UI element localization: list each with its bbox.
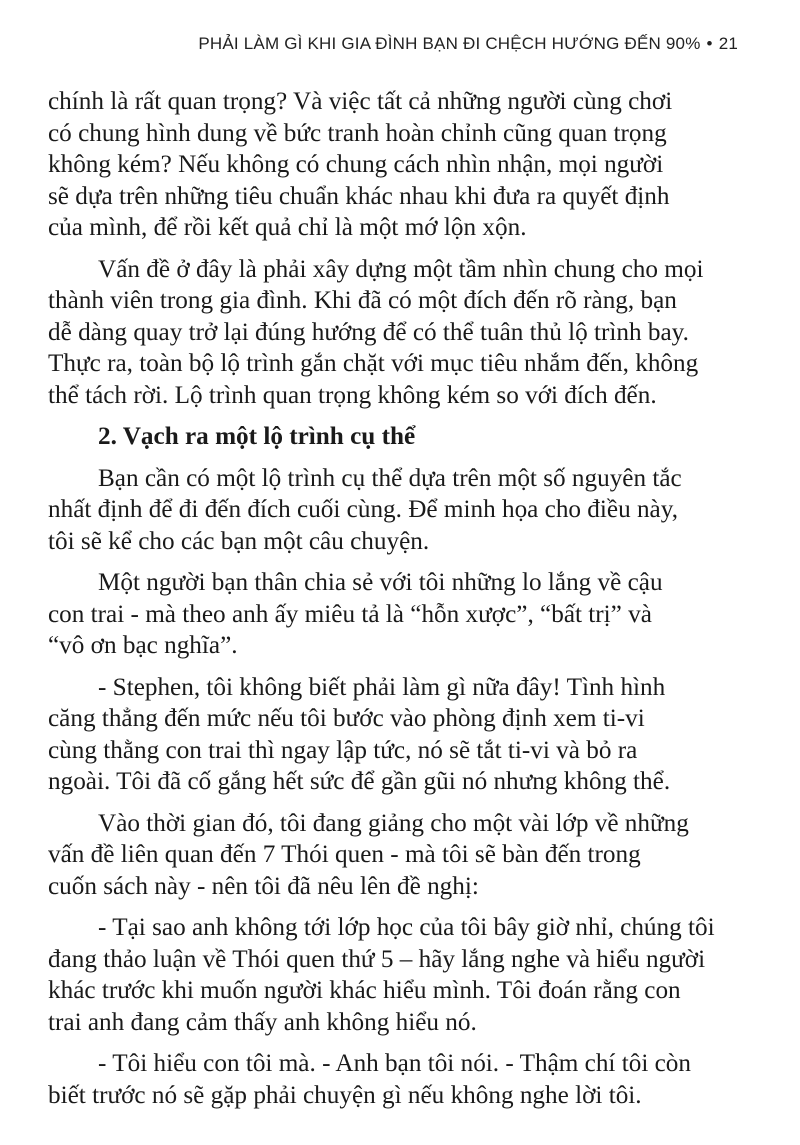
text-line: nhất định để đi đến đích cuối cùng. Để minh họa cho điều này, [48, 496, 678, 523]
text-line: cuốn sách này - nên tôi đã nêu lên đề nghị: [48, 872, 479, 900]
text-line: không kém? Nếu không có chung cách nhìn nhận, mọi người [48, 151, 664, 178]
text-line: Vấn đề ở đây là phải xây dựng một tầm nhìn chung cho mọi [98, 255, 704, 283]
text-line: Thực ra, toàn bộ lộ trình gắn chặt với mục tiêu nhắm đến, không [48, 350, 699, 377]
header-bullet: • [706, 34, 713, 53]
body-text [48, 86, 766, 1111]
paragraph [48, 672, 766, 798]
text-line: biết trước nó sẽ gặp phải chuyện gì nếu không nghe lời tôi. [48, 1081, 642, 1109]
text-line: Vào thời gian đó, tôi đang giảng cho một vài lớp về những [98, 809, 689, 837]
paragraph [48, 567, 766, 662]
text-line: - Stephen, tôi không biết phải làm gì nữa đây! Tình hình [98, 673, 666, 701]
paragraph [48, 254, 766, 412]
text-line: có chung hình dung về bức tranh hoàn chỉnh cũng quan trọng [48, 119, 667, 147]
text-line: Bạn cần có một lộ trình cụ thể dựa trên một số nguyên tắc [98, 464, 682, 492]
paragraph [48, 463, 766, 558]
text-line: cùng thằng con trai thì ngay lập tức, nó sẽ tắt ti-vi và bỏ ra [48, 736, 638, 764]
heading-text: 2. Vạch ra một lộ trình cụ thể [98, 423, 416, 450]
text-line: căng thẳng đến mức nếu tôi bước vào phòng định xem ti-vi [48, 705, 645, 732]
paragraph [48, 808, 766, 903]
text-line: con trai - mà theo anh ấy miêu tả là “hỗn xược”, “bất trị” và [48, 600, 652, 628]
text-line: dễ dàng quay trở lại đúng hướng để có thể tuân thủ lộ trình bay. [48, 318, 689, 346]
text-line: ngoài. Tôi đã cố gắng hết sức để gần gũi nó nhưng không thể. [48, 768, 671, 795]
text-line: Một người bạn thân chia sẻ với tôi những lo lắng về cậu [98, 569, 663, 596]
text-line: chính là rất quan trọng? Và việc tất cả những người cùng chơi [48, 88, 673, 115]
text-line: - Tôi hiểu con tôi mà. - Anh bạn tôi nói. - Thậm chí tôi còn [98, 1050, 691, 1077]
paragraph [48, 1048, 766, 1111]
text-line: của mình, để rồi kết quả chỉ là một mớ lộn xộn. [48, 214, 527, 241]
text-line: thể tách rời. Lộ trình quan trọng không kém so với đích đến. [48, 381, 657, 409]
text-line: “vô ơn bạc nghĩa”. [48, 632, 238, 659]
text-line: khác trước khi muốn người khác hiểu mình. Tôi đoán rằng con [48, 977, 681, 1004]
text-line: trai anh đang cảm thấy anh không hiểu nó. [48, 1008, 477, 1036]
paragraph [48, 86, 766, 244]
text-line: đang thảo luận về Thói quen thứ 5 – hãy lắng nghe và hiểu người [48, 945, 706, 973]
text-line: thành viên trong gia đình. Khi đã có một đích đến rõ ràng, bạn [48, 287, 677, 314]
chapter-title: PHẢI LÀM GÌ KHI GIA ĐÌNH BẠN ĐI CHỆCH HƯỚNG ĐẾN 90% [198, 34, 701, 53]
text-line: - Tại sao anh không tới lớp học của tôi bây giờ nhỉ, chúng tôi [98, 914, 715, 941]
section-heading [48, 421, 766, 453]
running-header [60, 34, 738, 54]
paragraph [48, 912, 766, 1038]
text-line: sẽ dựa trên những tiêu chuẩn khác nhau khi đưa ra quyết định [48, 182, 670, 210]
page-number: 21 [718, 34, 738, 53]
text-line: tôi sẽ kể cho các bạn một câu chuyện. [48, 527, 430, 555]
text-line: vấn đề liên quan đến 7 Thói quen - mà tôi sẽ bàn đến trong [48, 841, 641, 868]
